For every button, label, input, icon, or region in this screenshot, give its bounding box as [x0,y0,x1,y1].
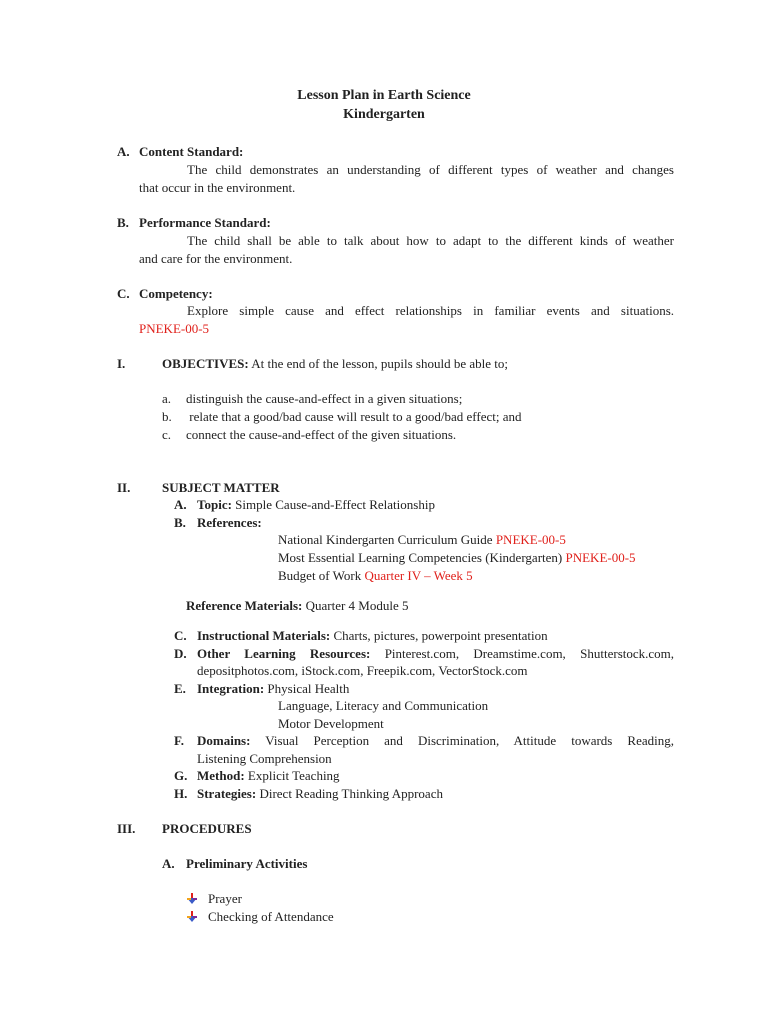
reference-2-code: PNEKE-00-5 [565,550,636,565]
preliminary-label: A. [162,856,175,871]
section-a-heading: Content Standard: [139,144,244,159]
section-a-text-line2: that occur in the environment. [139,180,296,195]
references-label: B. [174,515,186,530]
section-b-text-line2: and care for the environment. [139,251,293,266]
preliminary-heading: Preliminary Activities [186,856,308,871]
domains-value1: Visual Perception and Discrimination, Attitude towards Reading, [265,733,674,748]
colorful-arrow-bullet-icon [186,911,198,923]
objectives-intro: At the end of the lesson, pupils should be able to; [251,356,508,371]
section-b-heading: Performance Standard: [139,215,271,230]
domains-label: F. [174,733,184,748]
section-a-label: A. [117,144,130,159]
reference-materials-value: Quarter 4 Module 5 [305,598,409,613]
preliminary-item-prayer: Prayer [208,891,242,906]
method-line [197,767,340,785]
section-c-heading: Competency: [139,286,213,301]
reference-item-3 [278,567,473,585]
objective-label-c: c. [162,427,172,442]
subject-matter-heading: SUBJECT MATTER [162,480,280,495]
reference-2-text: Most Essential Learning Competencies (Kindergarten) [278,550,566,565]
domains-line2: Listening Comprehension [197,751,332,766]
topic-label: A. [174,497,187,512]
preliminary-item-attendance: Checking of Attendance [208,909,334,924]
integration-key: Integration: [197,681,265,696]
objective-label-a: a. [162,391,172,406]
objective-item-a: distinguish the cause-and-effect in a given situations; [186,391,463,406]
other-resources-label: D. [174,646,187,661]
colorful-arrow-bullet-icon [186,893,198,905]
domains-line1 [197,732,674,750]
objective-item-b: relate that a good/bad cause will result to a good/bad effect; and [186,409,522,424]
domains-key: Domains: [197,733,251,748]
reference-materials-key: Reference Materials: [186,598,303,613]
other-resources-value1: Pinterest.com, Dreamstime.com, Shutterstock.com, [384,646,675,661]
subject-matter-numeral: II. [117,480,131,495]
section-a-text-line1: The child demonstrates an understanding of different types of weather and changes [187,162,674,177]
reference-materials-line [186,597,408,615]
instructional-line [197,627,548,645]
section-b-text-line1: The child shall be able to talk about how to adapt to the different kinds of weather [187,233,674,248]
reference-item-1 [278,531,566,549]
topic-line [197,496,435,514]
objective-item-c: connect the cause-and-effect of the given situations. [186,427,457,442]
strategies-value: Direct Reading Thinking Approach [259,786,443,801]
competency-code: PNEKE-00-5 [139,321,210,336]
instructional-key: Instructional Materials: [197,628,331,643]
references-key: References: [197,515,262,530]
strategies-line [197,785,443,803]
other-resources-line2: depositphotos.com, iStock.com, Freepik.com, VectorStock.com [197,663,528,678]
document-title: Lesson Plan in Earth Science [297,88,471,103]
objectives-heading: OBJECTIVES: [162,356,249,371]
section-c-label: C. [117,286,130,301]
integration-value-2: Language, Literacy and Communication [278,698,489,713]
document-subtitle: Kindergarten [343,107,425,122]
instructional-value: Charts, pictures, powerpoint presentation [333,628,548,643]
other-resources-key: Other Learning Resources: [197,646,371,661]
reference-3-text: Budget of Work [278,568,365,583]
reference-item-2 [278,549,636,567]
integration-line [197,680,349,698]
integration-label: E. [174,681,186,696]
strategies-key: Strategies: [197,786,257,801]
method-value: Explicit Teaching [247,768,340,783]
topic-value: Simple Cause-and-Effect Relationship [235,497,435,512]
procedures-heading: PROCEDURES [162,821,252,836]
objective-label-b: b. [162,409,172,424]
method-label: G. [174,768,188,783]
integration-value-1: Physical Health [267,681,350,696]
section-b-label: B. [117,215,129,230]
objectives-numeral: I. [117,356,126,371]
topic-key: Topic: [197,497,232,512]
reference-1-code: PNEKE-00-5 [495,532,566,547]
objectives-line [162,355,508,373]
reference-1-text: National Kindergarten Curriculum Guide [278,532,496,547]
reference-3-code: Quarter IV – Week 5 [364,568,473,583]
method-key: Method: [197,768,245,783]
integration-value-3: Motor Development [278,716,384,731]
instructional-label: C. [174,628,187,643]
section-c-text: Explore simple cause and effect relationships in familiar events and situations. [187,303,674,318]
other-resources-line1 [197,645,674,663]
procedures-numeral: III. [117,821,136,836]
strategies-label: H. [174,786,188,801]
